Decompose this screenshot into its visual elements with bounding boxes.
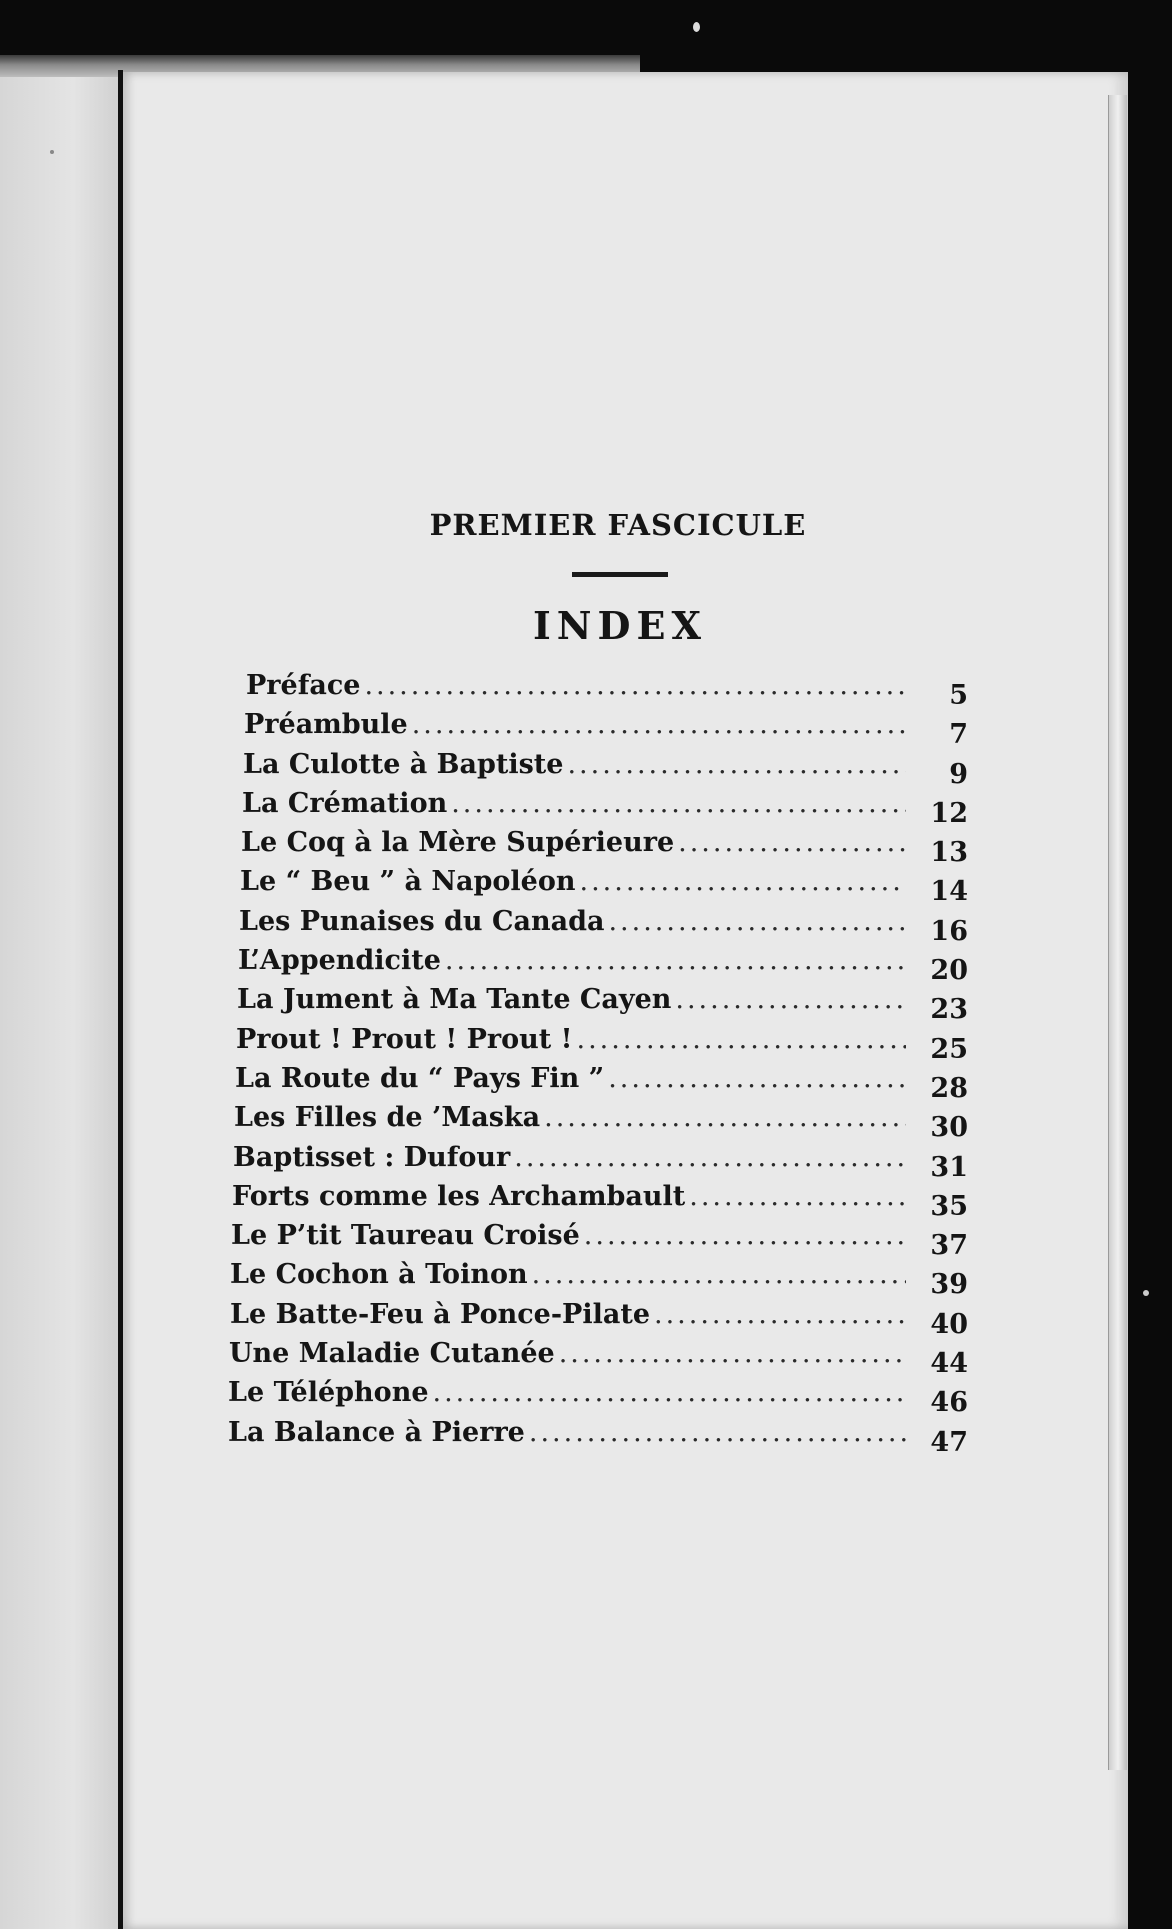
toc-entry — [228, 906, 968, 945]
dot-leader — [451, 788, 906, 819]
toc-entry — [228, 1338, 968, 1380]
toc-entry-title: La Balance à Pierre — [228, 1416, 525, 1448]
toc-entry — [228, 1181, 968, 1220]
toc-entry-title: Le Coq à la Mère Supérieure — [241, 827, 675, 859]
toc-entry-page: 28 — [930, 1072, 968, 1104]
toc-entry-page: 35 — [930, 1190, 968, 1222]
toc-entry-page: 20 — [930, 955, 968, 987]
toc-entry — [228, 749, 968, 788]
dot-leader — [654, 1299, 906, 1330]
toc-entry-page: 9 — [949, 758, 968, 790]
dot-leader — [532, 1259, 906, 1290]
toc-entry — [228, 1377, 968, 1419]
toc-entry-title: La Jument à Ma Tante Cayen — [237, 984, 672, 1016]
page-stack-edge — [1108, 95, 1127, 1770]
index-content — [228, 490, 968, 1456]
toc-entry — [228, 1024, 968, 1063]
toc-entry — [228, 1063, 968, 1102]
toc-entry-page: 13 — [930, 837, 968, 869]
toc-entry-title: Forts comme les Archambault — [232, 1180, 686, 1212]
toc-entry-title: La Crémation — [242, 787, 448, 819]
toc-entry-title: Le “ Beu ” à Napoléon — [240, 866, 576, 898]
dot-leader — [576, 1024, 906, 1055]
toc-entry — [228, 1102, 968, 1144]
toc-entry-page: 47 — [930, 1426, 968, 1458]
table-of-contents — [228, 670, 968, 1456]
toc-entry-page: 12 — [930, 797, 968, 829]
toc-entry — [228, 670, 968, 709]
toc-entry-title: Le P’tit Taureau Croisé — [231, 1220, 580, 1252]
toc-entry-page: 23 — [930, 994, 968, 1026]
toc-entry-title: Baptisset : Dufour — [233, 1141, 511, 1173]
dot-leader — [678, 827, 906, 858]
toc-entry-page: 39 — [930, 1269, 968, 1301]
scan-speck — [50, 150, 54, 154]
toc-entry — [228, 709, 968, 751]
toc-entry-page: 46 — [930, 1387, 968, 1419]
dot-leader — [608, 1063, 906, 1094]
dot-leader — [567, 749, 906, 780]
dot-leader — [544, 1102, 906, 1133]
toc-entry-page: 14 — [930, 876, 968, 908]
toc-entry-title: La Route du “ Pays Fin ” — [235, 1062, 605, 1094]
toc-entry — [228, 827, 968, 869]
toc-entry — [228, 1299, 968, 1338]
dot-leader — [689, 1181, 906, 1212]
toc-entry-title: Une Maladie Cutanée — [229, 1338, 555, 1370]
toc-entry — [228, 1417, 968, 1456]
toc-entry — [228, 788, 968, 827]
dot-leader — [559, 1338, 906, 1369]
toc-entry-title: Préambule — [244, 709, 408, 741]
toc-entry-page: 37 — [930, 1230, 968, 1262]
toc-entry-title: L’Appendicite — [238, 945, 441, 977]
toc-entry-title: Prout ! Prout ! Prout ! — [236, 1023, 573, 1055]
dot-leader — [579, 866, 906, 897]
fascicule-heading: PREMIER FASCICULE — [429, 508, 807, 542]
toc-entry-title: Le Batte-Feu à Ponce-Pilate — [230, 1298, 651, 1330]
dot-leader — [514, 1142, 906, 1173]
dot-leader — [529, 1417, 906, 1448]
dot-leader — [608, 906, 906, 937]
toc-entry — [228, 1220, 968, 1262]
dot-leader — [675, 984, 906, 1015]
toc-entry-title: Préface — [246, 670, 361, 701]
toc-entry-title: Le Téléphone — [228, 1377, 429, 1409]
toc-entry — [228, 945, 968, 987]
toc-entry-page: 7 — [949, 719, 968, 751]
toc-entry-page: 30 — [930, 1112, 968, 1144]
toc-entry-title: La Culotte à Baptiste — [243, 748, 564, 780]
book-spine — [118, 70, 123, 1929]
toc-entry — [228, 1142, 968, 1181]
toc-entry-page: 40 — [930, 1308, 968, 1340]
toc-entry-page: 31 — [930, 1151, 968, 1183]
toc-entry — [228, 984, 968, 1026]
toc-entry-title: Le Cochon à Toinon — [230, 1259, 528, 1291]
left-page-edge — [0, 62, 122, 1929]
dot-leader — [433, 1377, 907, 1408]
scan-speck — [1143, 1290, 1149, 1296]
toc-entry-page: 16 — [930, 915, 968, 947]
dot-leader — [584, 1220, 906, 1251]
heading-rule — [572, 572, 668, 577]
toc-entry-page: 44 — [930, 1348, 968, 1380]
dot-leader — [445, 945, 906, 976]
toc-entry-title: Les Filles de ’Maska — [234, 1102, 541, 1134]
toc-entry-title: Les Punaises du Canada — [239, 905, 605, 937]
toc-entry-page: 25 — [930, 1033, 968, 1065]
toc-entry-page: 5 — [949, 680, 968, 711]
toc-entry — [228, 866, 968, 908]
dot-leader — [364, 670, 906, 701]
toc-entry — [228, 1259, 968, 1301]
dot-leader — [412, 709, 906, 740]
index-heading: INDEX — [533, 603, 707, 648]
scan-speck — [693, 22, 700, 32]
